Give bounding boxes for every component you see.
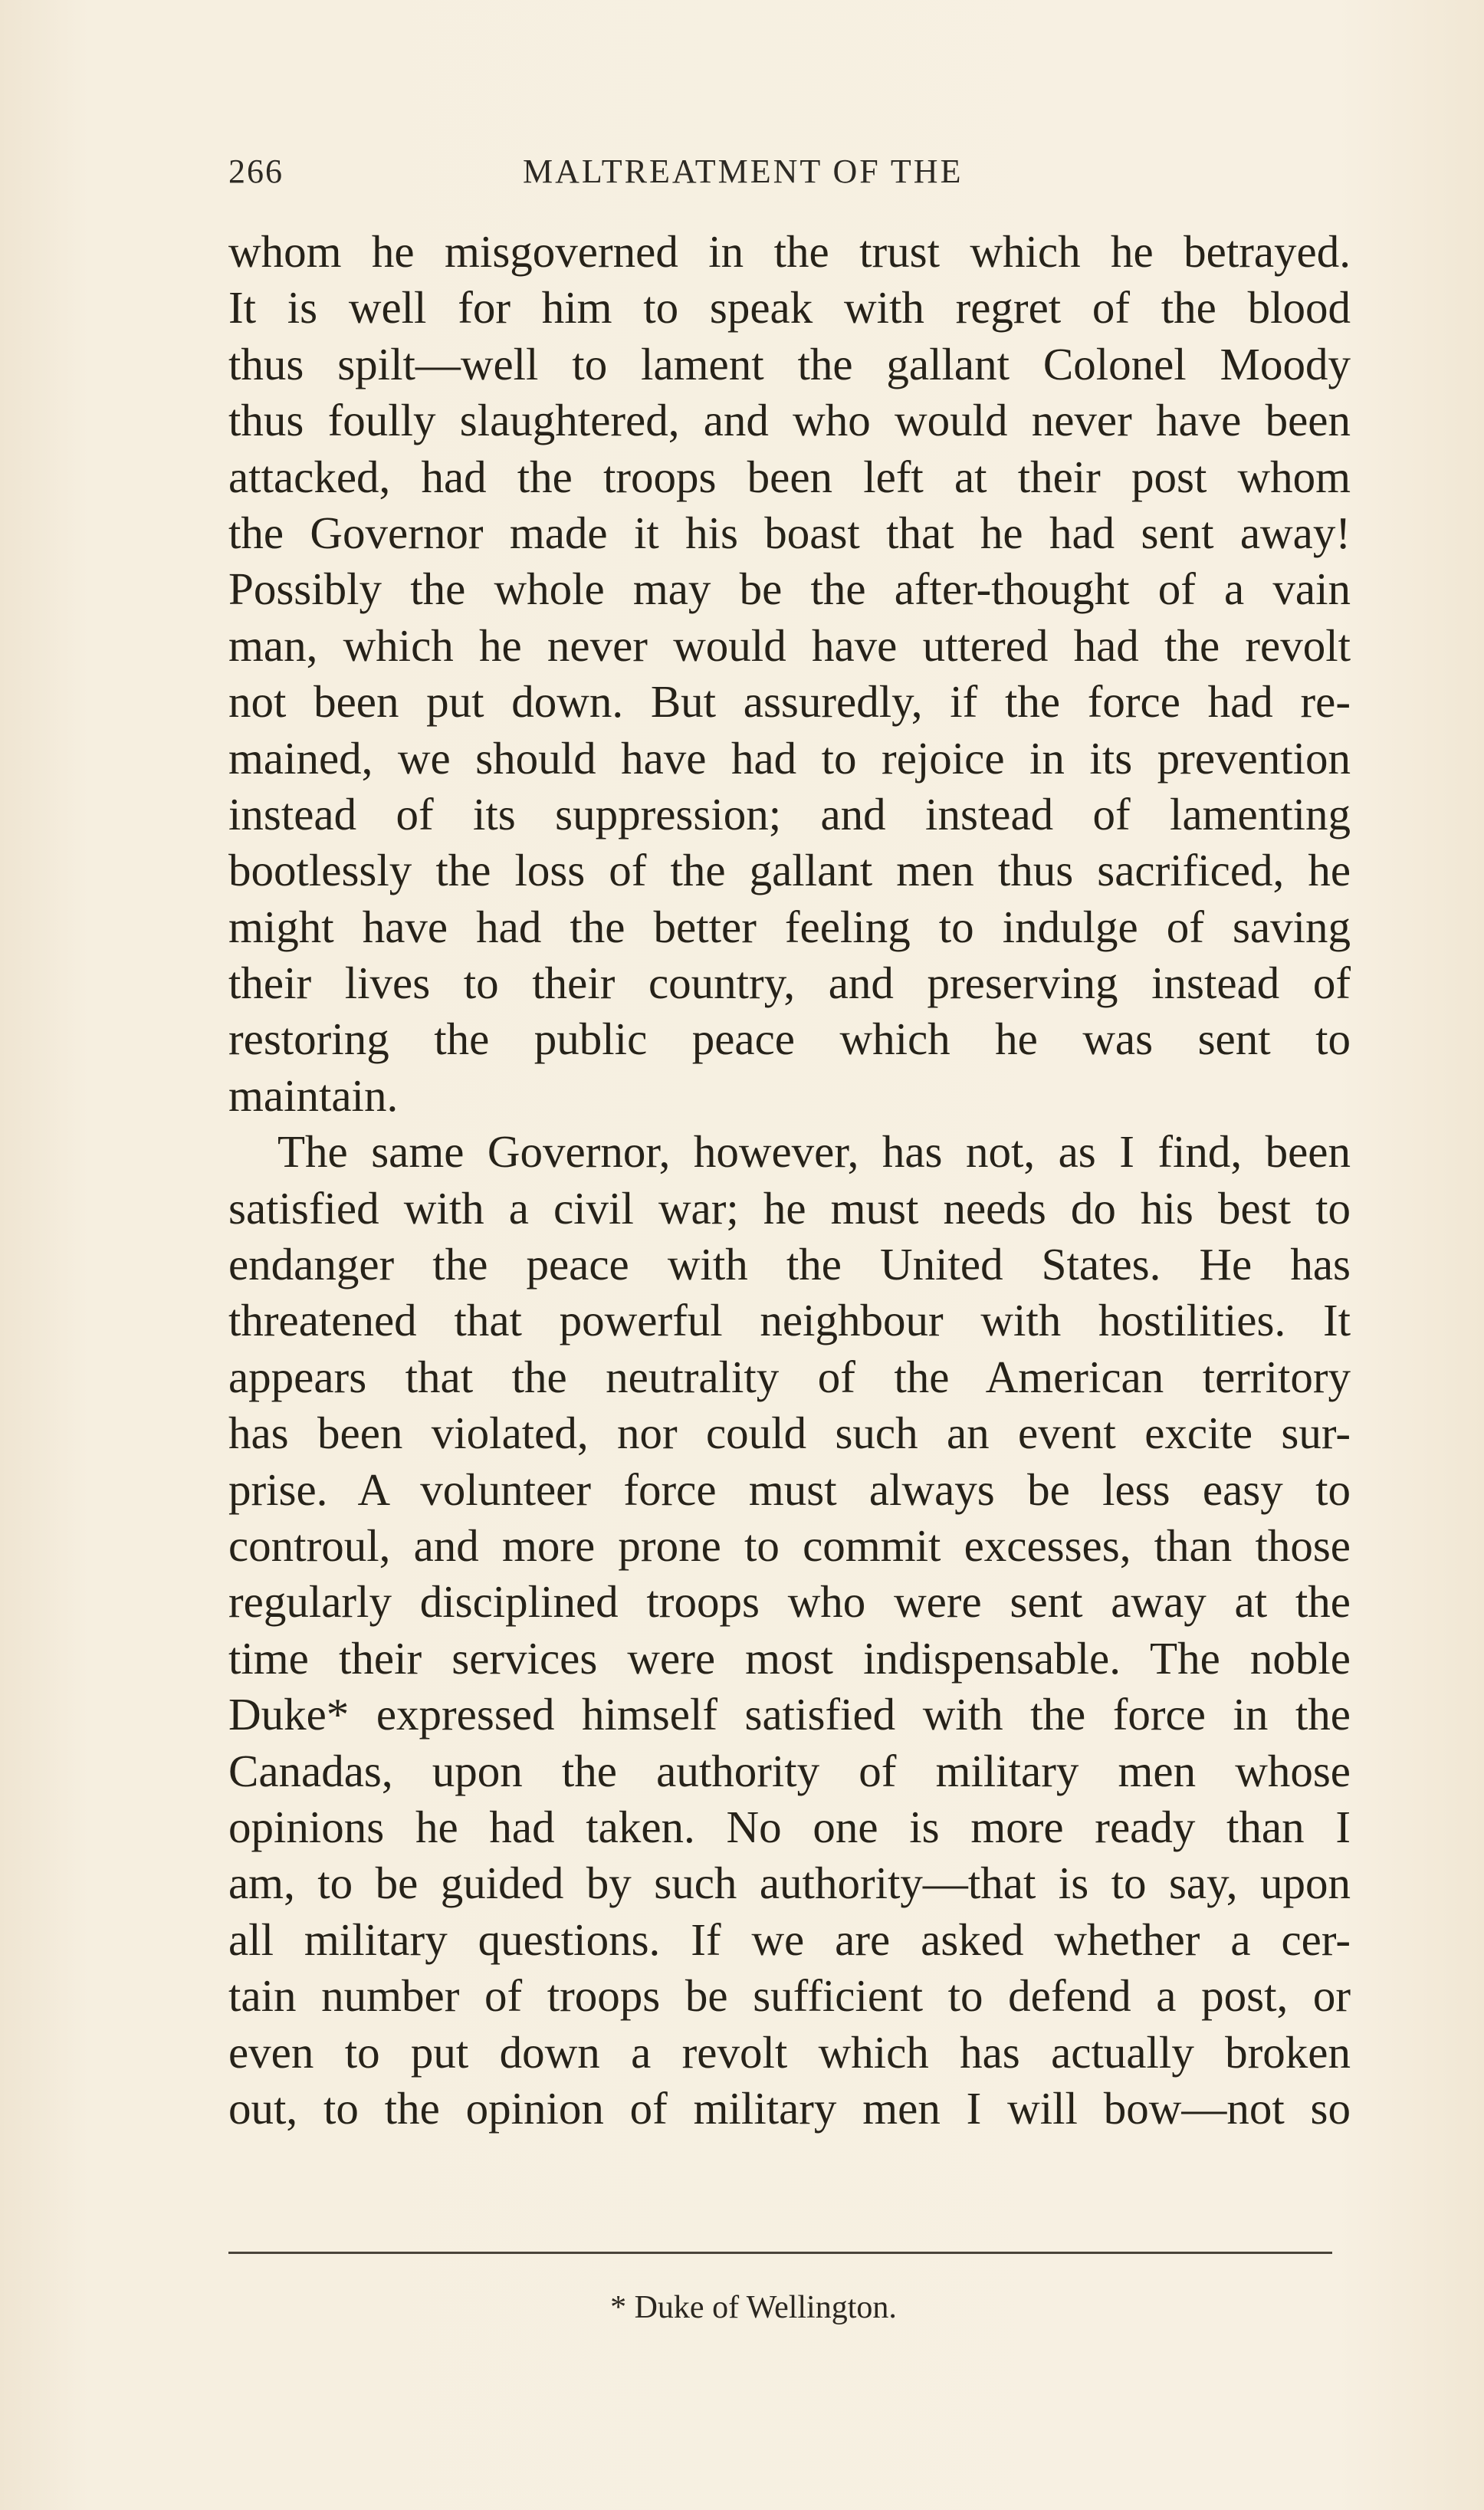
text-line: not been put down. But assuredly, if the force had re- bbox=[228, 676, 1351, 728]
text-line: attacked, had the troops been left at their post whom bbox=[228, 451, 1351, 502]
text-line: their lives to their country, and preserving instead of bbox=[228, 958, 1351, 1009]
text-line: time their services were most indispensable. The noble bbox=[228, 1632, 1351, 1684]
text-line: prise. A volunteer force must always be less easy to bbox=[228, 1464, 1351, 1515]
text-line: out, to the opinion of military men I will bow—not so bbox=[228, 2082, 1351, 2134]
text-line: instead of its suppression; and instead of lamenting bbox=[228, 788, 1351, 839]
text-line: maintain. bbox=[228, 1069, 399, 1121]
text-line: might have had the better feeling to indulge of saving bbox=[228, 901, 1351, 952]
text-line: It is well for him to speak with regret of the blood bbox=[228, 282, 1351, 333]
footnote: * Duke of Wellington. bbox=[610, 2290, 897, 2325]
text-line: has been violated, nor could such an event excite sur- bbox=[228, 1408, 1351, 1459]
text-line: satisfied with a civil war; he must needs do his best to bbox=[228, 1182, 1351, 1234]
text-line: endanger the peace with the United States. He has bbox=[228, 1239, 1351, 1290]
text-line: Canadas, upon the authority of military men whose bbox=[228, 1745, 1351, 1796]
footnote-rule bbox=[228, 2252, 1332, 2254]
text-line: appears that the neutrality of the American territory bbox=[228, 1351, 1351, 1402]
body-text bbox=[228, 224, 1351, 2137]
text-line: even to put down a revolt which has actually broken bbox=[228, 2026, 1351, 2078]
running-title: MALTREATMENT OF THE bbox=[523, 153, 964, 190]
text-line: The same Governor, however, has not, as I find, been bbox=[277, 1126, 1351, 1178]
text-line: bootlessly the loss of the gallant men thus sacrificed, he bbox=[228, 845, 1351, 896]
text-line: controul, and more prone to commit excesses, than those bbox=[228, 1519, 1351, 1571]
text-line: Duke* expressed himself satisfied with the force in the bbox=[228, 1689, 1351, 1740]
text-line: threatened that powerful neighbour with hostilities. It bbox=[228, 1295, 1351, 1346]
text-line: thus spilt—well to lament the gallant Colonel Moody bbox=[228, 338, 1351, 389]
text-line: regularly disciplined troops who were sent away at the bbox=[228, 1576, 1351, 1628]
text-line: the Governor made it his boast that he had sent away! bbox=[228, 507, 1351, 558]
running-head bbox=[228, 152, 1363, 205]
text-line: am, to be guided by such authority—that is to say, upon bbox=[228, 1858, 1351, 1909]
text-line: whom he misgoverned in the trust which he betrayed. bbox=[228, 226, 1351, 277]
page-number: 266 bbox=[228, 153, 284, 190]
text-line: opinions he had taken. No one is more ready than I bbox=[228, 1801, 1351, 1852]
text-line: all military questions. If we are asked whether a cer- bbox=[228, 1914, 1351, 1965]
text-line: restoring the public peace which he was sent to bbox=[228, 1014, 1351, 1065]
text-line: Possibly the whole may be the after-thought of a vain bbox=[228, 563, 1351, 615]
text-line: thus foully slaughtered, and who would never have been bbox=[228, 395, 1351, 446]
text-line: mained, we should have had to rejoice in its prevention bbox=[228, 732, 1351, 784]
text-line: tain number of troops be sufficient to defend a post, or bbox=[228, 1970, 1351, 2022]
text-line: man, which he never would have uttered had the revolt bbox=[228, 619, 1351, 671]
